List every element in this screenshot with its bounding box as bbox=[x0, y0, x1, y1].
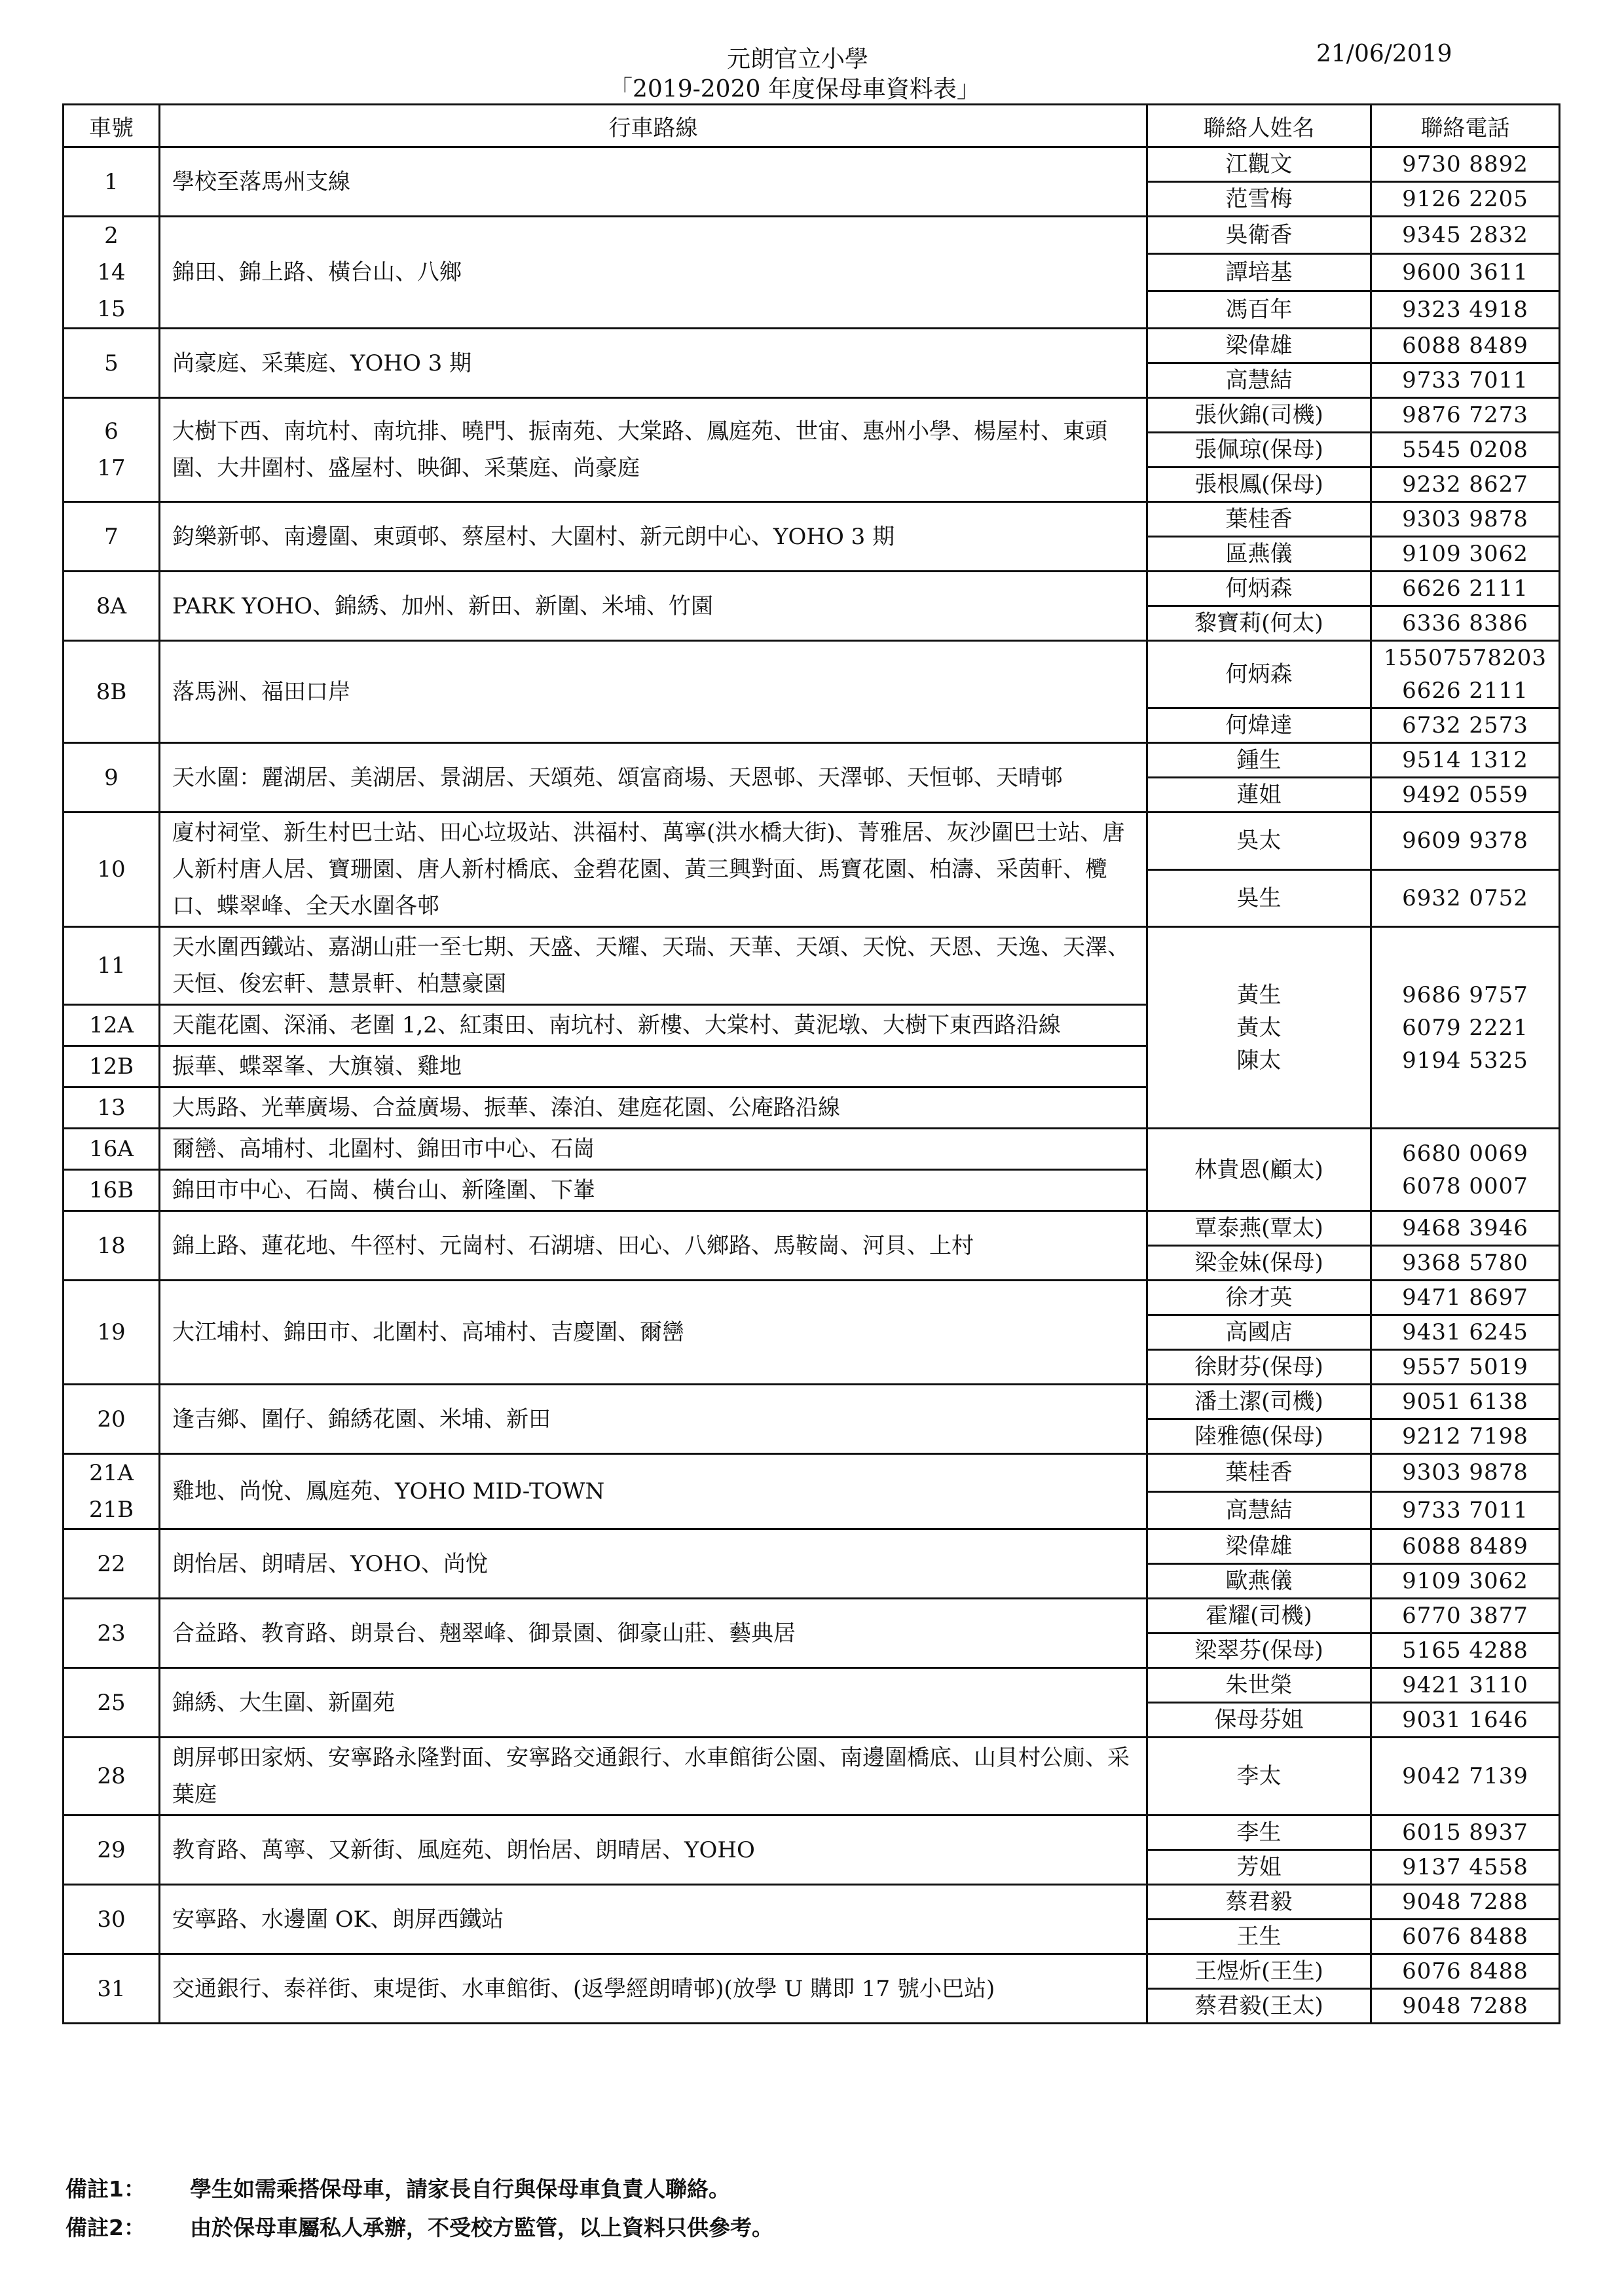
car-number: 20 bbox=[97, 1406, 126, 1432]
route-cell: 錦上路、蓮花地、牛徑村、元崗村、石湖塘、田心、八鄉路、馬鞍崗、河貝、上村 bbox=[160, 1211, 1147, 1281]
contact-phone: 6076 8488 bbox=[1371, 1920, 1560, 1954]
contact-phone: 9323 4918 bbox=[1371, 291, 1560, 329]
contact-name: 朱世榮 bbox=[1147, 1668, 1371, 1703]
car-number-cell bbox=[64, 572, 160, 641]
car-number-cell bbox=[64, 927, 160, 1005]
contact-name: 蔡君毅 bbox=[1147, 1885, 1371, 1920]
route-cell: 朗怡居、朗晴居、YOHO、尚悅 bbox=[160, 1529, 1147, 1599]
table-row bbox=[64, 1281, 1560, 1315]
contact-phone: 9232 8627 bbox=[1371, 467, 1560, 502]
car-number: 14 bbox=[97, 259, 126, 285]
table-header-row bbox=[64, 105, 1560, 147]
contact-phone: 6932 0752 bbox=[1371, 869, 1560, 927]
car-number-cell bbox=[64, 1129, 160, 1170]
car-number-cell bbox=[64, 1170, 160, 1211]
car-number: 28 bbox=[97, 1763, 126, 1789]
table-body bbox=[64, 147, 1560, 2024]
contact-name: 何炳森 bbox=[1147, 641, 1371, 708]
contact-name: 江觀文 bbox=[1147, 147, 1371, 182]
table-row bbox=[64, 927, 1560, 1005]
contact-name: 吳太 bbox=[1147, 812, 1371, 870]
contact-phone: 9876 7273 bbox=[1371, 398, 1560, 433]
contact-phone: 9048 7288 bbox=[1371, 1989, 1560, 2024]
car-number-cell bbox=[64, 743, 160, 812]
car-number: 2 bbox=[104, 223, 119, 249]
contact-name: 吳衛香 bbox=[1147, 217, 1371, 254]
contact-phone: 6336 8386 bbox=[1371, 606, 1560, 641]
route-cell: 學校至落馬州支線 bbox=[160, 147, 1147, 217]
contact-name: 譚培基 bbox=[1147, 254, 1371, 291]
car-number-cell bbox=[64, 1087, 160, 1129]
route-cell: 天水圍：麗湖居、美湖居、景湖居、天頌苑、頌富商場、天恩邨、天澤邨、天恒邨、天晴邨 bbox=[160, 743, 1147, 812]
contact-name: 范雪梅 bbox=[1147, 182, 1371, 217]
contact-name: 陸雅德(保母) bbox=[1147, 1419, 1371, 1454]
table-row bbox=[64, 1129, 1560, 1170]
table-row bbox=[64, 641, 1560, 708]
contact-name: 高慧結 bbox=[1147, 1491, 1371, 1529]
car-number-cell bbox=[64, 398, 160, 502]
contact-phone: 6770 3877 bbox=[1371, 1599, 1560, 1633]
contact-phone: 5165 4288 bbox=[1371, 1633, 1560, 1668]
car-number-cell bbox=[64, 1454, 160, 1529]
route-cell: PARK YOHO、錦綉、加州、新田、新圍、米埔、竹園 bbox=[160, 572, 1147, 641]
car-number: 8B bbox=[96, 678, 127, 705]
car-number-cell bbox=[64, 1046, 160, 1087]
contact-name: 霍耀(司機) bbox=[1147, 1599, 1371, 1633]
car-number-cell bbox=[64, 147, 160, 217]
route-cell: 錦田、錦上路、橫台山、八鄉 bbox=[160, 217, 1147, 329]
contact-name: 何炳森 bbox=[1147, 572, 1371, 606]
car-number-cell bbox=[64, 217, 160, 329]
route-cell: 天水圍西鐵站、嘉湖山莊一至七期、天盛、天耀、天瑞、天華、天頌、天悅、天恩、天逸、天澤、天恒、俊宏軒、慧景軒、柏慧豪園 bbox=[160, 927, 1147, 1005]
car-number-cell bbox=[64, 1815, 160, 1885]
contact-phone: 6088 8489 bbox=[1371, 1529, 1560, 1564]
contact-name: 梁偉雄 bbox=[1147, 1529, 1371, 1564]
route-cell: 錦田市中心、石崗、橫台山、新隆圍、下輋 bbox=[160, 1170, 1147, 1211]
document-title: 「2019-2020 年度保母車資料表」 bbox=[609, 76, 980, 103]
contact-name: 張根鳳(保母) bbox=[1147, 467, 1371, 502]
car-number-cell bbox=[64, 1954, 160, 2024]
car-number: 17 bbox=[97, 455, 126, 481]
car-number: 18 bbox=[97, 1232, 126, 1259]
contact-name: 潘土潔(司機) bbox=[1147, 1385, 1371, 1419]
note-label: 備註2： bbox=[65, 2215, 145, 2240]
contact-name: 王煜炘(王生) bbox=[1147, 1954, 1371, 1989]
contact-phone: 9609 9378 bbox=[1371, 812, 1560, 870]
contact-phone: 9733 7011 bbox=[1371, 1491, 1560, 1529]
car-number: 11 bbox=[97, 953, 126, 979]
route-cell: 錦綉、大生圍、新圍苑 bbox=[160, 1668, 1147, 1738]
car-number-cell bbox=[64, 1599, 160, 1668]
table-row bbox=[64, 1815, 1560, 1850]
car-number-cell bbox=[64, 329, 160, 398]
table-row bbox=[64, 147, 1560, 182]
car-number-cell bbox=[64, 1885, 160, 1954]
contact-name: 何煒達 bbox=[1147, 708, 1371, 743]
route-cell: 天龍花園、深涌、老圍 1,2、紅棗田、南坑村、新樓、大棠村、黃泥墩、大樹下東西路沿線 bbox=[160, 1005, 1147, 1046]
contact-name: 高慧結 bbox=[1147, 363, 1371, 398]
table-row bbox=[64, 1885, 1560, 1920]
route-cell: 振華、蝶翠峯、大旗嶺、雞地 bbox=[160, 1046, 1147, 1087]
car-number-cell bbox=[64, 1211, 160, 1281]
contact-name: 黎寶莉(何太) bbox=[1147, 606, 1371, 641]
route-cell: 雞地、尚悅、鳳庭苑、YOHO MID-TOWN bbox=[160, 1454, 1147, 1529]
note bbox=[65, 2172, 773, 2203]
table-row bbox=[64, 329, 1560, 363]
route-cell: 尚豪庭、采葉庭、YOHO 3 期 bbox=[160, 329, 1147, 398]
table-row bbox=[64, 1454, 1560, 1492]
route-cell: 安寧路、水邊圍 OK、朗屏西鐵站 bbox=[160, 1885, 1147, 1954]
document-date: 21/06/2019 bbox=[1316, 41, 1452, 67]
column-header: 聯絡人姓名 bbox=[1147, 105, 1371, 147]
contact-name: 徐才英 bbox=[1147, 1281, 1371, 1315]
car-number: 21B bbox=[88, 1497, 134, 1523]
contact-name: 徐財芬(保母) bbox=[1147, 1350, 1371, 1385]
column-header: 車號 bbox=[64, 105, 160, 147]
car-number-cell bbox=[64, 812, 160, 927]
car-number: 16A bbox=[89, 1136, 134, 1162]
note-label: 備註1： bbox=[65, 2176, 145, 2202]
route-cell: 大樹下西、南坑村、南坑排、曉門、振南苑、大棠路、鳳庭苑、世宙、惠州小學、楊屋村、東頭圍、大井圍村、盛屋村、映御、采葉庭、尚豪庭 bbox=[160, 398, 1147, 502]
route-cell: 合益路、教育路、朗景台、翹翠峰、御景園、御豪山莊、藝典居 bbox=[160, 1599, 1147, 1668]
contact-name: 區燕儀 bbox=[1147, 537, 1371, 572]
contact-phone: 9042 7139 bbox=[1371, 1738, 1560, 1815]
contact-phone: 9368 5780 bbox=[1371, 1246, 1560, 1281]
contact-phone: 9730 8892 bbox=[1371, 147, 1560, 182]
table-row bbox=[64, 1211, 1560, 1246]
car-number: 15 bbox=[97, 296, 126, 322]
contact-phone: 9733 7011 bbox=[1371, 363, 1560, 398]
contact-name: 梁金妹(保母) bbox=[1147, 1246, 1371, 1281]
car-number: 30 bbox=[97, 1906, 126, 1933]
contact-name: 蓮姐 bbox=[1147, 778, 1371, 812]
contact-phone: 9109 3062 bbox=[1371, 1564, 1560, 1599]
car-number: 9 bbox=[104, 764, 119, 791]
car-number: 8A bbox=[96, 592, 127, 619]
contact-name: 李太 bbox=[1147, 1738, 1371, 1815]
route-cell: 落馬洲、福田口岸 bbox=[160, 641, 1147, 743]
car-number: 31 bbox=[97, 1975, 126, 2002]
car-number-cell bbox=[64, 641, 160, 743]
contact-phone: 9514 1312 bbox=[1371, 743, 1560, 778]
contact-name: 張佩琼(保母) bbox=[1147, 433, 1371, 467]
contact-phone: 15507578203 6626 2111 bbox=[1371, 641, 1560, 708]
contact-name: 歐燕儀 bbox=[1147, 1564, 1371, 1599]
contact-phone: 6732 2573 bbox=[1371, 708, 1560, 743]
contact-name: 蔡君毅(王太) bbox=[1147, 1989, 1371, 2024]
contact-phone: 9137 4558 bbox=[1371, 1850, 1560, 1885]
table-row bbox=[64, 1529, 1560, 1564]
car-number-cell bbox=[64, 1385, 160, 1454]
car-number: 12A bbox=[89, 1012, 134, 1038]
contact-phone: 9421 3110 bbox=[1371, 1668, 1560, 1703]
contact-phone: 6015 8937 bbox=[1371, 1815, 1560, 1850]
car-number: 6 bbox=[104, 418, 119, 445]
contact-phone: 9109 3062 bbox=[1371, 537, 1560, 572]
car-number-cell bbox=[64, 1668, 160, 1738]
contact-name: 吳生 bbox=[1147, 869, 1371, 927]
car-number: 7 bbox=[104, 523, 119, 550]
route-cell: 爾巒、高埔村、北圍村、錦田市中心、石崗 bbox=[160, 1129, 1147, 1170]
contact-phone: 9431 6245 bbox=[1371, 1315, 1560, 1350]
contact-phone: 6680 0069 6078 0007 bbox=[1371, 1129, 1560, 1211]
table-row bbox=[64, 1738, 1560, 1815]
contact-phone: 9126 2205 bbox=[1371, 182, 1560, 217]
contact-name: 黃生 黃太 陳太 bbox=[1147, 927, 1371, 1129]
contact-phone: 9471 8697 bbox=[1371, 1281, 1560, 1315]
contact-name: 馮百年 bbox=[1147, 291, 1371, 329]
car-number: 22 bbox=[97, 1550, 126, 1577]
contact-name: 李生 bbox=[1147, 1815, 1371, 1850]
car-number-cell bbox=[64, 1738, 160, 1815]
car-number-cell bbox=[64, 1005, 160, 1046]
contact-name: 鍾生 bbox=[1147, 743, 1371, 778]
route-cell: 大江埔村、錦田市、北圍村、高埔村、吉慶圍、爾巒 bbox=[160, 1281, 1147, 1385]
contact-name: 梁偉雄 bbox=[1147, 329, 1371, 363]
school-name: 元朗官立小學 bbox=[727, 46, 869, 73]
table-row bbox=[64, 743, 1560, 778]
contact-phone: 9048 7288 bbox=[1371, 1885, 1560, 1920]
contact-phone: 9303 9878 bbox=[1371, 502, 1560, 537]
car-number-cell bbox=[64, 502, 160, 572]
contact-phone: 9051 6138 bbox=[1371, 1385, 1560, 1419]
table-row bbox=[64, 812, 1560, 870]
contact-name: 芳姐 bbox=[1147, 1850, 1371, 1885]
car-number: 10 bbox=[97, 856, 126, 883]
contact-phone: 6626 2111 bbox=[1371, 572, 1560, 606]
contact-name: 高國店 bbox=[1147, 1315, 1371, 1350]
contact-phone: 9557 5019 bbox=[1371, 1350, 1560, 1385]
contact-phone: 9600 3611 bbox=[1371, 254, 1560, 291]
contact-phone: 6088 8489 bbox=[1371, 329, 1560, 363]
contact-name: 葉桂香 bbox=[1147, 1454, 1371, 1492]
nanny-bus-table bbox=[62, 103, 1560, 2024]
table-row bbox=[64, 1599, 1560, 1633]
route-cell: 大馬路、光華廣場、合益廣場、振華、溱泊、建庭花園、公庵路沿線 bbox=[160, 1087, 1147, 1129]
note-text: 由於保母車屬私人承辦，不受校方監管，以上資料只供參考。 bbox=[190, 2215, 773, 2240]
table-row bbox=[64, 217, 1560, 254]
notes bbox=[65, 2172, 773, 2250]
car-number: 25 bbox=[97, 1689, 126, 1716]
car-number-cell bbox=[64, 1281, 160, 1385]
contact-name: 林貴恩(顧太) bbox=[1147, 1129, 1371, 1211]
car-number: 23 bbox=[97, 1620, 126, 1647]
table-row bbox=[64, 1668, 1560, 1703]
contact-phone: 5545 0208 bbox=[1371, 433, 1560, 467]
car-number: 5 bbox=[104, 350, 119, 376]
route-cell: 朗屏邨田家炳、安寧路永隆對面、安寧路交通銀行、水車館街公園、南邊圍橋底、山貝村公廁、采葉庭 bbox=[160, 1738, 1147, 1815]
contact-phone: 9031 1646 bbox=[1371, 1703, 1560, 1738]
car-number: 12B bbox=[88, 1053, 134, 1080]
car-number: 1 bbox=[104, 168, 119, 195]
contact-name: 保母芬姐 bbox=[1147, 1703, 1371, 1738]
contact-phone: 9303 9878 bbox=[1371, 1454, 1560, 1492]
car-number: 29 bbox=[97, 1836, 126, 1863]
contact-name: 王生 bbox=[1147, 1920, 1371, 1954]
car-number: 19 bbox=[97, 1319, 126, 1345]
car-number-cell bbox=[64, 1529, 160, 1599]
car-number: 21A bbox=[89, 1460, 134, 1486]
note bbox=[65, 2211, 773, 2242]
car-number: 16B bbox=[88, 1177, 134, 1203]
table-row bbox=[64, 1385, 1560, 1419]
column-header: 行車路線 bbox=[160, 105, 1147, 147]
route-cell: 鈞樂新邨、南邊圍、東頭邨、蔡屋村、大圍村、新元朗中心、YOHO 3 期 bbox=[160, 502, 1147, 572]
route-cell: 廈村祠堂、新生村巴士站、田心垃圾站、洪福村、萬寧(洪水橋大街)、菁雅居、灰沙圍巴士站、唐人新村唐人居、寶珊園、唐人新村橋底、金碧花園、黃三興對面、馬寶花園、柏濤、采茵軒、欖口、蝶翠峰、全天水圍各邨 bbox=[160, 812, 1147, 927]
table-row bbox=[64, 572, 1560, 606]
column-header: 聯絡電話 bbox=[1371, 105, 1560, 147]
table-row bbox=[64, 502, 1560, 537]
contact-name: 葉桂香 bbox=[1147, 502, 1371, 537]
route-cell: 逢吉鄉、圍仔、錦綉花園、米埔、新田 bbox=[160, 1385, 1147, 1454]
note-text: 學生如需乘搭保母車，請家長自行與保母車負責人聯絡。 bbox=[190, 2176, 730, 2202]
route-cell: 教育路、萬寧、又新街、風庭苑、朗怡居、朗晴居、YOHO bbox=[160, 1815, 1147, 1885]
table-row bbox=[64, 1954, 1560, 1989]
contact-name: 張伙錦(司機) bbox=[1147, 398, 1371, 433]
contact-name: 梁翠芬(保母) bbox=[1147, 1633, 1371, 1668]
contact-phone: 9492 0559 bbox=[1371, 778, 1560, 812]
table-row bbox=[64, 398, 1560, 433]
car-number: 13 bbox=[97, 1095, 126, 1121]
contact-phone: 9686 9757 6079 2221 9194 5325 bbox=[1371, 927, 1560, 1129]
contact-phone: 6076 8488 bbox=[1371, 1954, 1560, 1989]
contact-phone: 9345 2832 bbox=[1371, 217, 1560, 254]
route-cell: 交通銀行、泰祥街、東堤街、水車館街、(返學經朗晴邨)(放學 U 購即 17 號小巴站) bbox=[160, 1954, 1147, 2024]
contact-name: 覃泰燕(覃太) bbox=[1147, 1211, 1371, 1246]
contact-phone: 9468 3946 bbox=[1371, 1211, 1560, 1246]
contact-phone: 9212 7198 bbox=[1371, 1419, 1560, 1454]
